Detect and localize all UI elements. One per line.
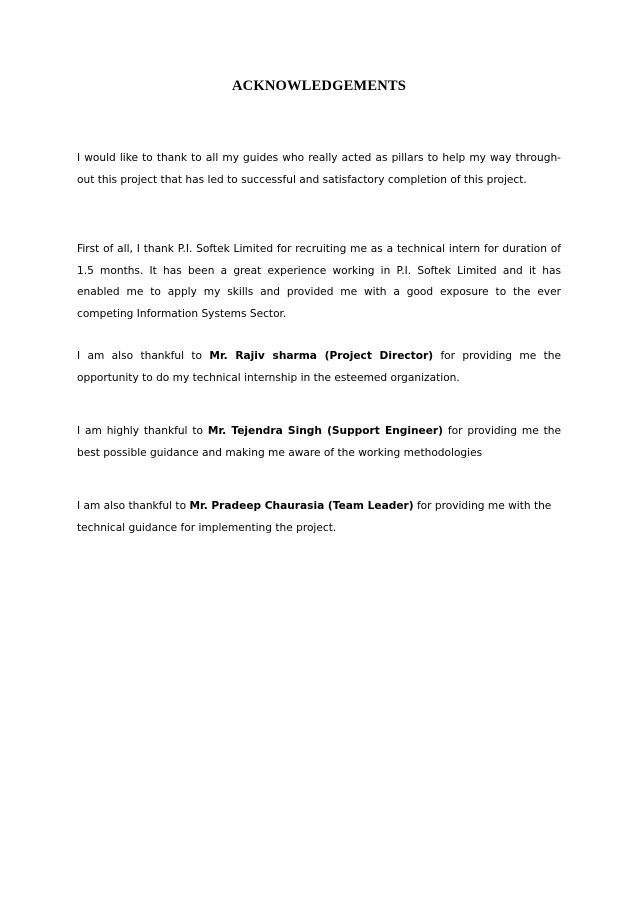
person-name-bold: Mr. Pradeep Chaurasia (Team Leader) [189,500,414,512]
paragraph-support-engineer [77,421,561,464]
person-name-bold: Mr. Tejendra Singh (Support Engineer) [207,425,443,437]
paragraph-company: First of all, I thank P.I. Softek Limited for recruiting me as a technical intern for duration of 1.5 months. It has been a great experience working in P.I. Softek Limited and it has enabled me to apply my skills and provided me with a good exposure to the ever competing Information Systems Sector. [77,243,561,320]
page-title: ACKNOWLEDGEMENTS [232,78,406,94]
paragraph-text: I am also thankful to [77,500,190,512]
paragraph-text: for providing me the opportunity to do my technical internship in the esteemed organization. [77,350,561,384]
paragraph-intro: I would like to thank to all my guides who really acted as pillars to help my way through-out this project that has led to successful and satisfactory completion of this project. [77,152,561,186]
paragraph-project-director [77,346,561,389]
person-name-bold: Mr. Rajiv sharma (Project Director) [209,350,434,362]
paragraph-text: I am highly thankful to [77,425,208,437]
paragraph-text: for providing me with the technical guidance for implementing the project. [77,500,552,534]
paragraph-team-leader [77,496,561,539]
paragraph-text: for providing me the best possible guidance and making me aware of the working methodologies [77,425,561,459]
paragraph-text: I am also thankful to [77,350,210,362]
